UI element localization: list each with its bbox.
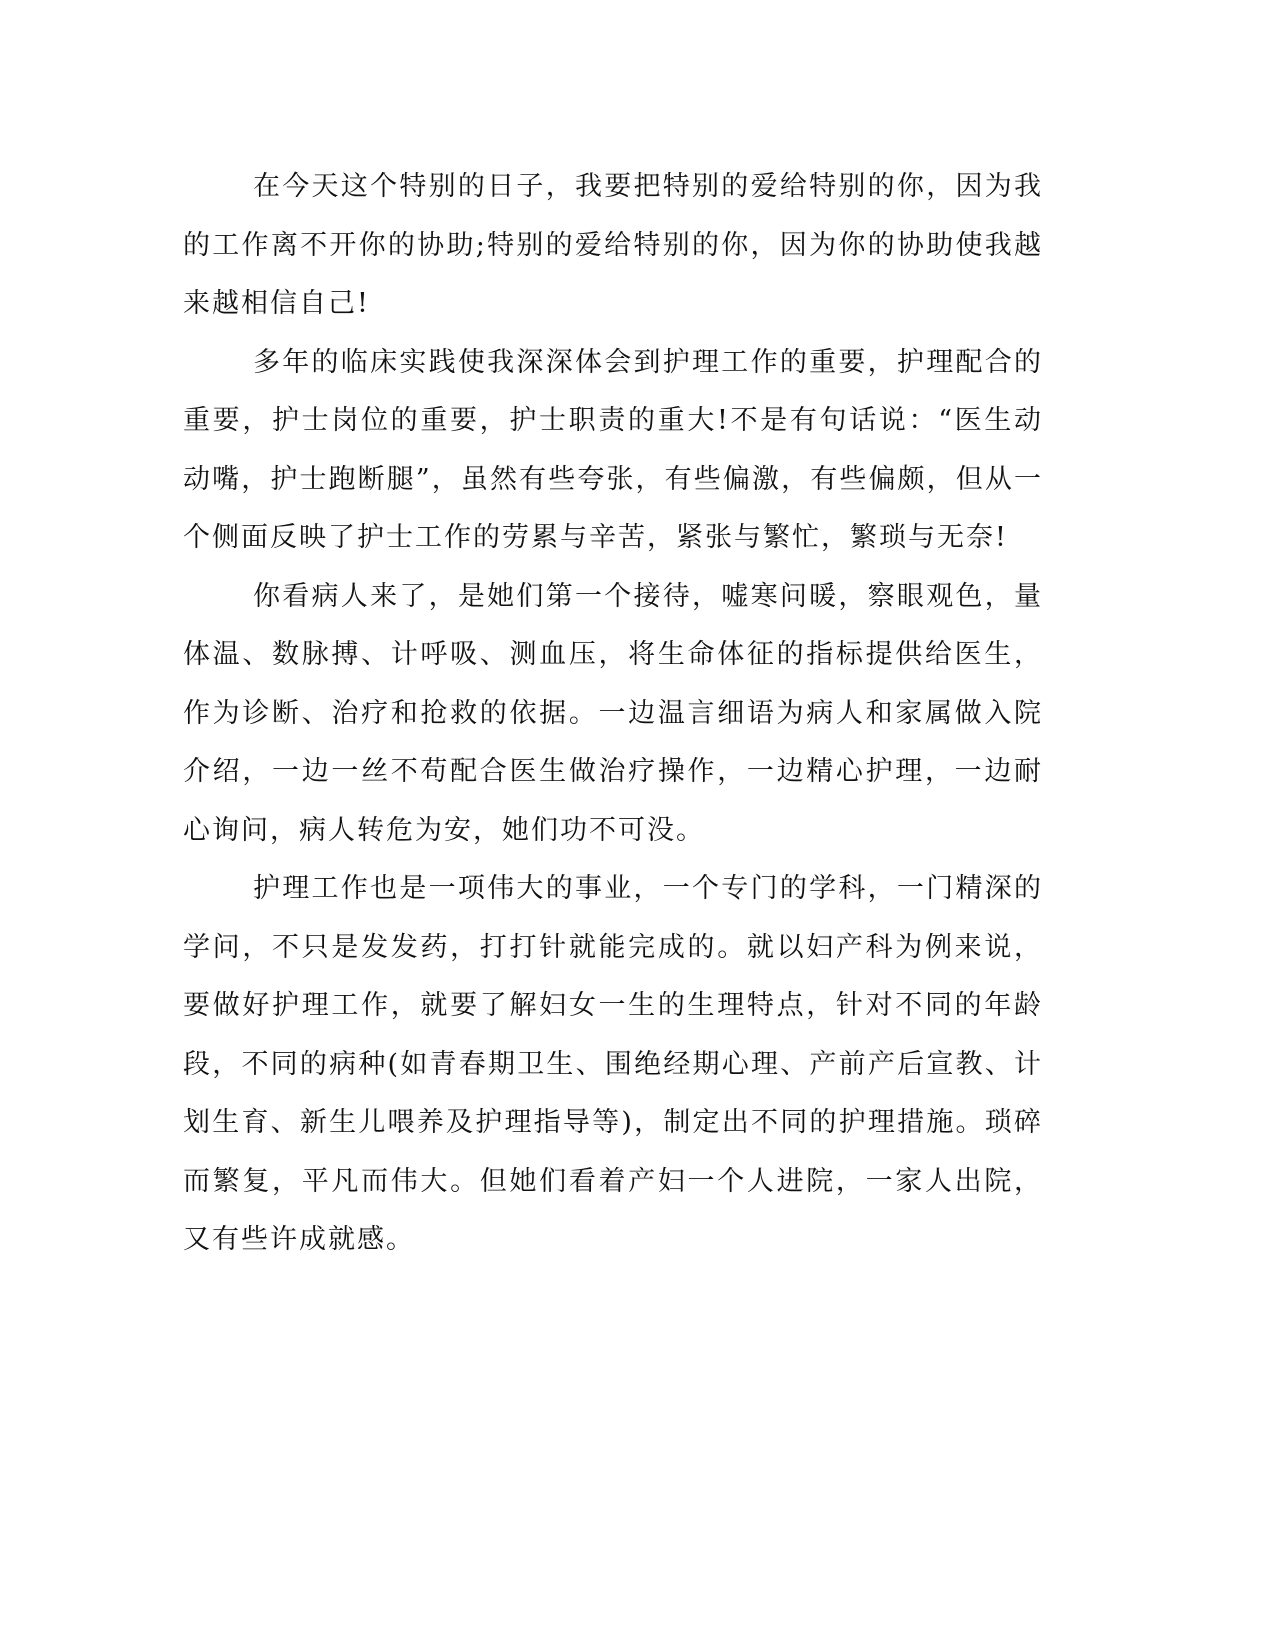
paragraph-1: 在今天这个特别的日子，我要把特别的爱给特别的你，因为我的工作离不开你的协助;特别的爱给特别的你，因为你的协助使我越来越相信自己! — [183, 171, 1043, 319]
document-body — [183, 158, 1043, 1270]
paragraph-2: 多年的临床实践使我深深体会到护理工作的重要，护理配合的重要，护士岗位的重要，护士职责的重大!不是有句话说：“医生动动嘴，护士跑断腿”，虽然有些夸张，有些偏激，有些偏颇，但从一个侧面反映了护士工作的劳累与辛苦，紧张与繁忙，繁琐与无奈! — [183, 346, 1043, 553]
paragraph-4: 护理工作也是一项伟大的事业，一个专门的学科，一门精深的学问，不只是发发药，打打针就能完成的。就以妇产科为例来说，要做好护理工作，就要了解妇女一生的生理特点，针对不同的年龄段，不同的病种(如青春期卫生、围绝经期心理、产前产后宣教、计划生育、新生儿喂养及护理指导等)，制定出不同的护理措施。琐碎而繁复，平凡而伟大。但她们看着产妇一个人进院，一家人出院，又有些许成就感。 — [183, 873, 1043, 1255]
paragraph-3: 你看病人来了，是她们第一个接待，嘘寒问暖，察眼观色，量体温、数脉搏、计呼吸、测血压，将生命体征的指标提供给医生，作为诊断、治疗和抢救的依据。一边温言细语为病人和家属做入院介绍，一边一丝不苟配合医生做治疗操作，一边精心护理，一边耐心询问，病人转危为安，她们功不可没。 — [183, 580, 1043, 846]
